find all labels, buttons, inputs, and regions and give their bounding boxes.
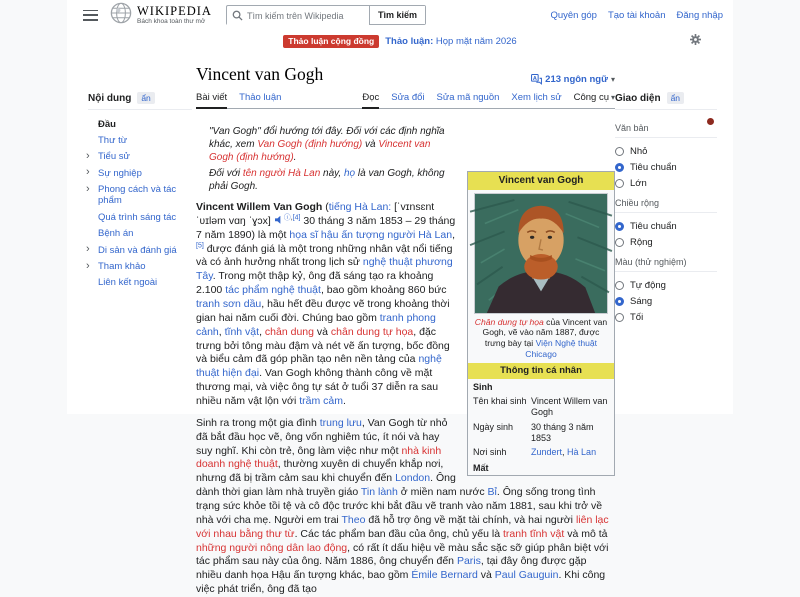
toc-item[interactable]	[88, 226, 192, 242]
appearance-section-label: Màu (thử nghiệm)	[615, 250, 717, 272]
radio-unselected[interactable]	[615, 147, 624, 156]
radio-selected[interactable]	[615, 297, 624, 306]
appearance-option[interactable]	[615, 175, 717, 191]
text-segment: này,	[320, 167, 344, 179]
expand-icon[interactable]: ›	[86, 259, 90, 272]
appearance-hide-button[interactable]: ẩn	[667, 92, 684, 104]
toc-title: Nội dung	[88, 92, 132, 104]
search-input[interactable]	[227, 7, 369, 25]
appearance-option-label: Tối	[630, 311, 644, 323]
tab-công-cụ[interactable]: Công cụ ▾	[573, 92, 615, 103]
wiki-link[interactable]: họa sĩ hậu ấn tượng người Hà Lan	[289, 228, 453, 241]
red-link[interactable]: chân dung tự họa	[330, 325, 414, 338]
wiki-link[interactable]: nghệ thuật phương Tây	[196, 256, 453, 283]
wiki-link[interactable]: tiếng Hà Lan:	[328, 200, 392, 213]
toc-item-label: Bệnh án	[98, 228, 134, 240]
toc-item[interactable]	[88, 182, 192, 210]
page-title: Vincent van Gogh	[196, 64, 324, 84]
article-tabs	[196, 92, 615, 109]
appearance-option[interactable]	[615, 218, 717, 234]
audio-icon[interactable]	[275, 216, 283, 224]
infobox-row-label: Nơi sinh	[473, 447, 507, 458]
text-segment: ,	[452, 228, 455, 241]
logo-tagline: Bách khoa toàn thư mở	[137, 18, 206, 25]
red-link[interactable]: liên lạc với nhau bằng thư từ	[196, 513, 609, 540]
toc-item[interactable]	[88, 242, 192, 258]
header-link[interactable]: Quyên góp	[550, 9, 597, 21]
appearance-option-label: Tiêu chuẩn	[630, 220, 677, 232]
toc-item[interactable]	[88, 209, 192, 225]
appearance-option[interactable]	[615, 234, 717, 250]
radio-selected[interactable]	[615, 222, 624, 231]
text-segment: . Van Gogh không thành công về mặt thương mại, và việc ông tự sát ở tuổi 37 diễn ra sau nhiều năm vật lộn với	[196, 367, 439, 407]
tab-sửa-đổi[interactable]: Sửa đổi	[391, 92, 425, 103]
text-segment: Vincent Willem Van Gogh	[196, 200, 323, 213]
tab-xem-lịch-sử[interactable]: Xem lịch sử	[511, 92, 562, 103]
wiki-link[interactable]: Theo	[341, 513, 366, 526]
tab-đọc[interactable]: Đọc	[362, 92, 379, 109]
hatnote	[209, 125, 615, 165]
wiki-link[interactable]: Paul Gauguin	[494, 569, 559, 582]
article-body	[196, 125, 615, 597]
appearance-option[interactable]	[615, 277, 717, 293]
main-area	[67, 52, 733, 596]
radio-unselected[interactable]	[615, 179, 624, 188]
red-link[interactable]: Vincent van Gogh (định hướng)	[209, 139, 431, 164]
wiki-link[interactable]: trung lưu	[319, 416, 362, 429]
toc-item-label: Quá trình sáng tác	[98, 211, 177, 223]
user-links	[550, 10, 723, 21]
radio-selected[interactable]	[615, 163, 624, 172]
ref-link[interactable]: ⓘ	[283, 214, 291, 222]
red-link[interactable]: nhà kinh doanh nghệ thuật	[196, 444, 442, 471]
appearance-option[interactable]	[615, 143, 717, 159]
text-segment: , bao gồm khoảng 860 bức	[320, 284, 447, 297]
infobox-caption	[468, 315, 614, 364]
text-segment: và	[362, 139, 379, 151]
toc-item[interactable]	[88, 275, 192, 291]
expand-icon[interactable]: ›	[86, 182, 90, 195]
text-segment: được đánh giá là một trong những nhân vật nổi tiếng và có ảnh hưởng nhất trong lịch sử	[196, 242, 453, 269]
text-segment: và	[313, 325, 331, 338]
logo-wordmark: WIKIPEDIA	[137, 3, 212, 18]
tab-bài-viết[interactable]: Bài viết	[196, 92, 227, 109]
infobox-row-value	[531, 447, 609, 458]
toc-item-label: Di sản và đánh giá	[98, 244, 177, 256]
appearance-title: Giao diện	[615, 92, 661, 104]
infobox-row-value	[531, 396, 609, 419]
infobox-row-label: Ngày sinh	[473, 421, 514, 432]
expand-icon[interactable]: ›	[86, 149, 90, 162]
wiki-link[interactable]: Bỉ	[487, 486, 497, 499]
appearance-section-label: Văn bản	[615, 116, 717, 138]
wiki-link[interactable]: London	[395, 472, 431, 485]
wiki-link[interactable]: Paris	[456, 555, 481, 568]
text-segment: 30 tháng 3 năm 1853 – 29 tháng 7 năm 1890) là một	[196, 214, 456, 241]
radio-unselected[interactable]	[615, 281, 624, 290]
svg-text:A: A	[533, 75, 537, 82]
appearance-option-label: Tự động	[630, 279, 666, 291]
wiki-link[interactable]: trầm cảm	[299, 394, 343, 407]
gear-icon[interactable]	[690, 34, 701, 48]
infobox-group-label: Mất	[473, 462, 489, 473]
toc-item-label: Phong cách và tác phẩm	[98, 184, 177, 207]
infobox-row	[468, 420, 614, 446]
wiki-link[interactable]: Viện Nghệ thuật Chicago	[525, 337, 598, 359]
appearance-option-label: Rộng	[630, 236, 653, 248]
ref-link[interactable]: [4]	[292, 214, 301, 222]
text-segment: . Trong một thập kỷ, ông đã sáng tạo ra khoảng 2.100	[196, 270, 434, 297]
text-segment: . Các tác phẩm ban đầu của ông, chủ yếu là	[294, 527, 503, 540]
toc-item-label: Sự nghiệp	[98, 167, 142, 179]
toc-item-label: Tiểu sử	[98, 151, 130, 163]
search-bar	[226, 5, 426, 25]
search-button[interactable]: Tìm kiếm	[369, 6, 425, 24]
text-segment: 30 tháng 3 năm 1853	[531, 421, 594, 443]
wiki-link[interactable]: tranh sơn dầu	[196, 297, 262, 310]
text-segment: , Van Gogh từ nhỏ đã bắt đầu học vẽ, ông vốn nghiêm túc, ít nói và hay suy nghĩ. Khi còn trẻ, ông làm việc như một	[196, 416, 448, 457]
featured-article-icon[interactable]	[707, 118, 714, 125]
toc-item[interactable]	[88, 132, 192, 148]
infobox-group-label: Sinh	[473, 382, 493, 393]
wikipedia-logo[interactable]	[110, 2, 212, 29]
text-segment: . Ông dành thời gian làm nhà truyền giáo	[196, 472, 456, 499]
text-segment: là van Gogh, không phải Gogh.	[209, 167, 445, 192]
text-segment: (	[322, 200, 329, 213]
toc-item[interactable]	[88, 149, 192, 165]
header-link[interactable]: Tạo tài khoản	[607, 9, 666, 21]
article-column	[196, 52, 615, 597]
appearance-option[interactable]	[615, 309, 717, 325]
appearance-panel	[615, 92, 717, 325]
text-segment: .	[293, 152, 297, 164]
appearance-option-label: Lớn	[630, 177, 647, 189]
infobox-section-header: Thông tin cá nhân	[468, 363, 614, 379]
appearance-option[interactable]	[615, 293, 717, 309]
chevron-down-icon: ▾	[610, 93, 615, 102]
expand-icon[interactable]: ›	[86, 166, 90, 179]
infobox-title: Vincent van Gogh	[468, 172, 614, 190]
wiki-link[interactable]: tranh phong cảnh	[196, 311, 436, 338]
appearance-section-label: Chiều rộng	[615, 191, 717, 213]
wiki-link[interactable]: Zundert	[531, 447, 563, 458]
radio-unselected[interactable]	[615, 313, 624, 322]
tab-sửa-mã-nguồn[interactable]: Sửa mã nguồn	[436, 92, 500, 103]
toc-item[interactable]	[88, 259, 192, 275]
text-segment: đã hỗ trợ ông về mặt tài chính, và hai người	[365, 513, 576, 526]
van-gogh-self-portrait-image[interactable]	[474, 193, 608, 314]
wiki-link[interactable]: Tin lành	[360, 486, 398, 499]
wiki-link[interactable]: nghệ thuật hiện đại	[196, 353, 442, 380]
toc-item[interactable]	[88, 116, 192, 132]
community-discussion-badge[interactable]: Thảo luận cộng đồng	[283, 35, 379, 48]
text-segment: của Vincent van Gogh, vẽ vào năm 1887, được trưng bày tại	[482, 316, 608, 348]
magnifier-icon	[232, 10, 243, 21]
wiki-link[interactable]: Émile Bernard	[411, 569, 478, 582]
infobox-row-label: Tên khai sinh	[473, 396, 527, 407]
ref-link[interactable]: [5]	[196, 242, 204, 250]
appearance-option-label: Tiêu chuẩn	[630, 161, 677, 173]
toc-item-label: Tham khảo	[98, 261, 146, 273]
text-segment: .	[342, 394, 346, 407]
text-segment: Vincent Willem van Gogh	[531, 396, 608, 418]
toc-item-label: Liên kết ngoài	[98, 277, 158, 289]
red-link[interactable]: tranh tĩnh vật	[502, 527, 565, 540]
text-segment: Sinh ra trong một gia đình	[196, 416, 320, 429]
radio-unselected[interactable]	[615, 238, 624, 247]
expand-icon[interactable]: ›	[86, 243, 90, 256]
toc-item[interactable]	[88, 165, 192, 181]
language-icon	[531, 74, 542, 85]
red-link[interactable]: những người nông dân lao động	[196, 541, 348, 554]
text-segment: ,	[562, 447, 568, 458]
site-notice	[67, 30, 733, 52]
wiki-link[interactable]: Hà Lan	[567, 447, 597, 458]
text-segment: , tại đây ông được gặp nhiều danh họa Hậu ấn tượng khác, bao gồm	[196, 555, 587, 582]
text-segment: và	[477, 569, 495, 582]
appearance-option[interactable]	[615, 159, 717, 175]
text-segment: , có rất ít dấu hiệu về màu sắc sặc sỡ giúp phân biệt với tác phẩm sau này của ông. Năm 1886, ông chuyển đến	[196, 541, 609, 568]
tab-thảo-luận[interactable]: Thảo luận	[239, 92, 282, 103]
appearance-option-label: Sáng	[630, 295, 653, 307]
site-header	[67, 0, 733, 30]
infobox	[467, 171, 615, 476]
text-segment: . Ông sống trong tình trạng sức khỏe tồi tệ và cô độc trước khi bắt đầu vẽ tranh vào năm 1881, sau khi trở về nhà với cha mẹ. Người em trai	[196, 486, 603, 526]
wiki-link[interactable]: họ	[343, 167, 356, 179]
header-link[interactable]: Đăng nhập	[676, 9, 723, 21]
red-link[interactable]: tên người Hà Lan	[242, 167, 321, 179]
red-link[interactable]: Chân dung tự họa	[474, 316, 544, 327]
text-segment: ,	[218, 325, 225, 338]
wiki-link[interactable]: tác phẩm nghệ thuật	[225, 284, 321, 297]
text-segment: , đặc trưng bởi tông màu đậm và nét vẽ ấn tượng, bốc đồng và biểu cảm đã góp phần tạo nên nền tảng của	[196, 325, 450, 366]
red-link[interactable]: chân dung	[264, 325, 314, 338]
page	[67, 0, 733, 596]
text-segment: , thường xuyên di chuyển khắp nơi, nhưng đã bị trầm cảm sau khi chuyển đến	[196, 458, 444, 485]
text-segment: . Khi công việc phát triển, ông đã tạo	[196, 569, 606, 596]
text-segment: , hầu hết đều được vẽ trong khoảng thời gian hai năm cuối đời. Chúng bao gồm	[196, 297, 450, 324]
toc-hide-button[interactable]: ẩn	[137, 92, 154, 104]
appearance-option-label: Nhỏ	[630, 145, 648, 157]
discussion-link[interactable]: Thảo luận: Họp mặt năm 2026	[385, 35, 517, 47]
text-segment: Đối với	[209, 167, 243, 179]
table-of-contents	[88, 92, 192, 291]
language-selector-button[interactable]: A 213 ngôn ngữ ▾	[533, 74, 615, 85]
red-link[interactable]: Van Gogh (định hướng)	[257, 139, 363, 151]
text-segment: và mô tả	[564, 527, 608, 540]
text-segment: ,	[290, 214, 293, 222]
infobox-row	[468, 395, 614, 421]
text-segment: [ˈvɪnsɛnt ˈʋɪləm vɑŋ ˈɣɔx]	[196, 200, 435, 227]
main-menu-icon[interactable]	[83, 10, 98, 21]
infobox-row-value	[531, 422, 609, 445]
text-segment: "Van Gogh" đổi hướng tới đây. Đối với các định nghĩa khác, xem	[209, 126, 445, 151]
text-segment: ,	[259, 325, 265, 338]
globe-icon	[110, 2, 132, 29]
text-segment: ở miền nam nước	[397, 486, 488, 499]
infobox-row	[468, 446, 614, 460]
wiki-link[interactable]: tĩnh vật	[224, 325, 260, 338]
toc-item-label: Thư từ	[98, 134, 128, 146]
toc-item-label: Đầu	[98, 118, 116, 130]
chevron-down-icon: ▾	[610, 75, 615, 84]
